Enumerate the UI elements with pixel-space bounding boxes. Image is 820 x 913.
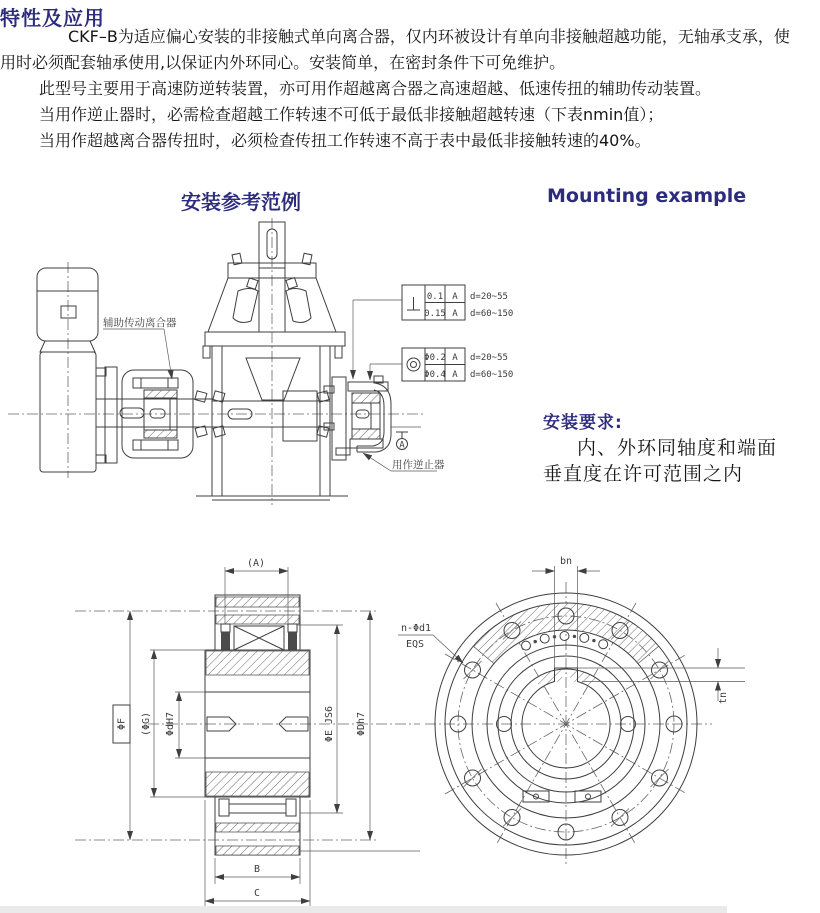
motor [37, 268, 98, 472]
tolerance-value: Φ0.2 [424, 353, 446, 363]
dim-label-G: (ΦG) [141, 711, 152, 737]
page-title: 特性及应用 [0, 6, 105, 30]
intro-line: 用时必须配套轴承使用,以保证内外环同心。安装简单，在密封条件下可免维护。 [0, 53, 566, 72]
dim-label-A: (A) [246, 558, 266, 569]
backstop-label: 用作逆止器 [392, 459, 445, 471]
dim-label-d: ΦdH7 [165, 711, 176, 737]
aux-clutch-label: 辅助传动离合器 [103, 317, 177, 329]
tolerance-datum: A [452, 370, 458, 380]
tolerance-datum: A [452, 292, 458, 302]
dim-label-F: ΦF [116, 717, 128, 731]
datum-letter: A [399, 440, 405, 451]
tolerance-frame-perpendicularity [402, 285, 513, 320]
dimension-drawings [0, 530, 820, 913]
dim-label-C: C [253, 888, 261, 899]
intro-paragraph [0, 24, 820, 154]
page-edge-bar [0, 906, 727, 913]
dim-label-B: B [253, 864, 261, 875]
dim-label-tn: tn [718, 691, 729, 705]
front-view [425, 582, 712, 866]
install-requirements-heading: 安装要求: [543, 413, 623, 433]
input-shaft [96, 367, 212, 463]
intro-line: 此型号主要用于高速防逆转装置，亦可用作超越离合器之高速超越、低速传扭的辅助传动装置。 [39, 79, 712, 98]
tolerance-range: d=20~55 [470, 292, 508, 302]
install-requirements-line: 内、外环同轴度和端面 [577, 437, 778, 459]
backstop-clutch [336, 376, 391, 455]
install-requirements-line: 垂直度在许可范围之内 [543, 463, 744, 485]
tolerance-range: d=20~55 [470, 353, 508, 363]
intro-line: 当用作超越离合器传扭时，必须检查传扭工作转速不高于表中最低非接触转速的40%。 [39, 131, 651, 150]
tolerance-value: Φ0.4 [424, 370, 446, 380]
dim-label-bn: bn [559, 556, 573, 567]
tolerance-range: d=60~150 [470, 309, 514, 319]
intro-line: 当用作逆止器时，必需检查超越工作转速不可低于最低非接触超越转速（下表nmin值）； [39, 105, 664, 124]
tolerance-value: 0.1 [426, 292, 444, 302]
centerlines [8, 218, 424, 505]
dim-label-E: ΦE JS6 [324, 705, 335, 743]
tolerance-datum: A [452, 353, 458, 363]
section-heading-en: Mounting example [547, 185, 747, 207]
gearbox [195, 222, 348, 500]
section-heading-cn: 安装参考范例 [181, 190, 301, 214]
tolerance-datum: A [452, 309, 458, 319]
holes-callout-eqs: EQS [405, 639, 425, 650]
tolerance-frame-concentricity [402, 348, 513, 381]
datum-symbol [391, 427, 421, 451]
tolerance-value: 0.15 [424, 309, 446, 319]
leader-lines [353, 300, 402, 380]
tolerance-range: d=60~150 [470, 370, 514, 380]
dim-label-D: ΦDh7 [356, 711, 367, 737]
intro-line: CKF–B为适应偏心安装的非接触式单向离合器，仅内环被设计有单向非接触超越功能，无轴承支承，使 [68, 27, 790, 46]
holes-callout-count: n-Φd1 [400, 623, 432, 634]
